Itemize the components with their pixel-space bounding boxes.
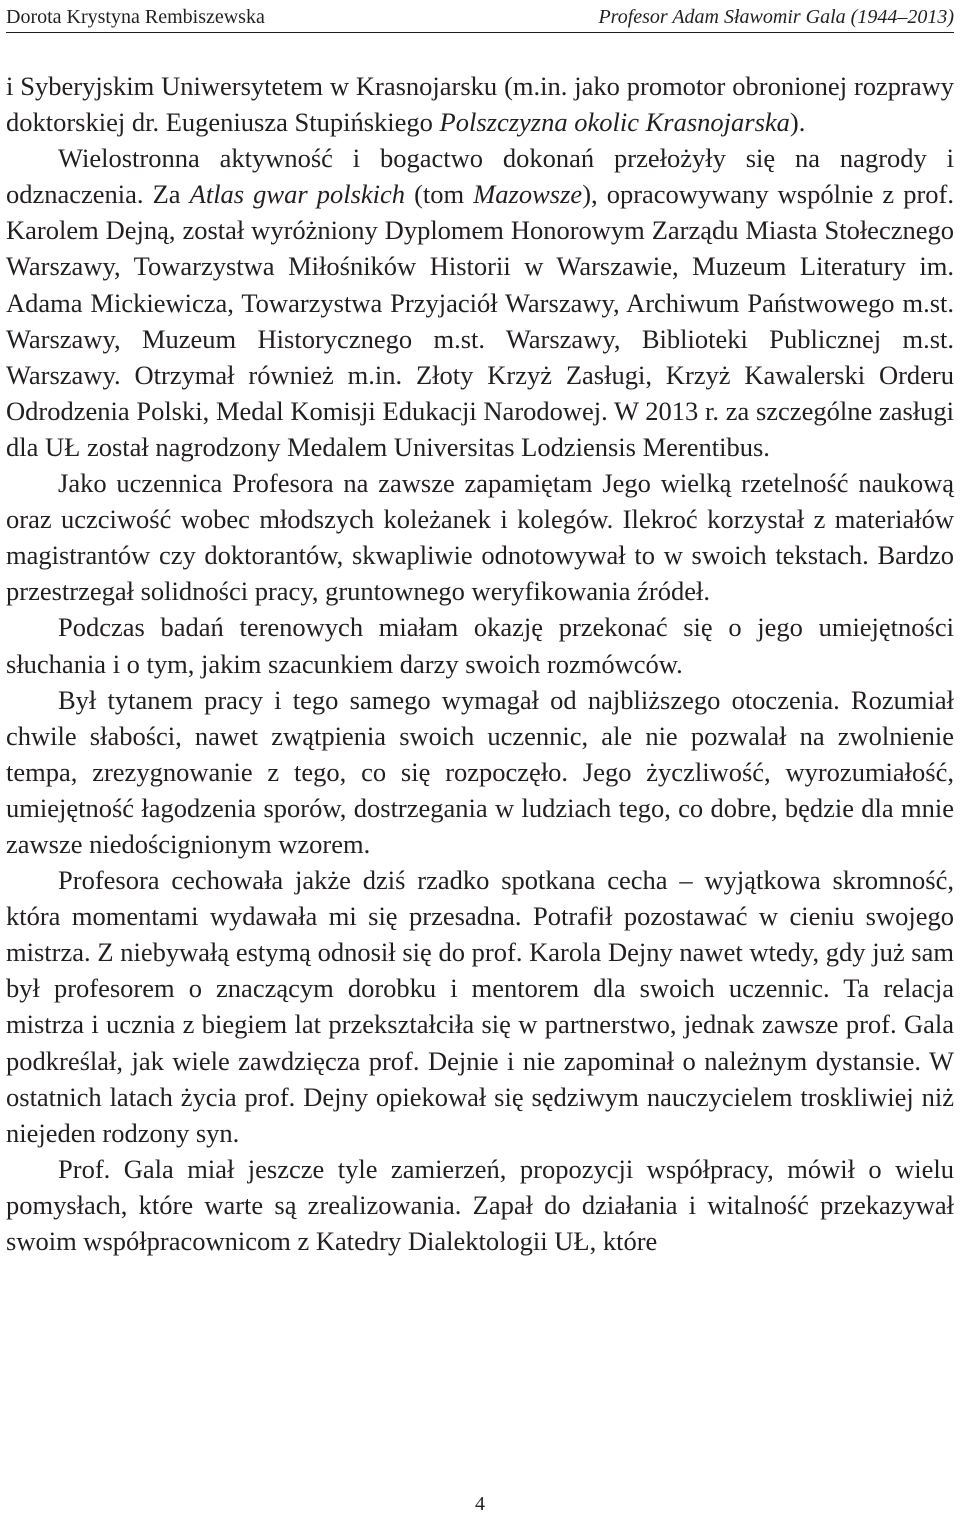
paragraph [6, 68, 954, 140]
paragraph [6, 1151, 954, 1259]
paragraph [6, 140, 954, 465]
italic-title: Polszczyzna okolic Krasnojarska [439, 107, 790, 138]
page-number: 4 [475, 1493, 485, 1515]
text-run: Jako uczennica Profesora na zawsze zapamiętam Jego wielką rzetelność naukową oraz uczciwość wobec młodszych koleżanek i kolegów. Ilekroć korzystał z materiałów magistrantów czy doktorantów, skwapliwie odnotowywał to w swoich tekstach. Bardzo przestrzegał solidności pracy, gruntownego weryfikowania źródeł. [6, 468, 954, 607]
text-run: (tom [405, 179, 474, 210]
italic-title: Atlas gwar polskich [189, 179, 406, 210]
text-run: i Syberyjskim Uniwersytetem w Krasnojarsku (m.in. jako promotor obronionej rozprawy doktorskiej dr. Eugeniusza Stupińskiego [6, 71, 954, 138]
header-article-title: Profesor Adam Sławomir Gala (1944–2013) [598, 6, 954, 28]
paragraph [6, 682, 954, 862]
text-run: Wielostronna aktywność i bogactwo dokonań przełożyły się na nagrody i odznaczenia. Za [6, 143, 954, 210]
text-run: Prof. Gala miał jeszcze tyle zamierzeń, propozycji współpracy, mówił o wielu pomysłach, które warte są zrealizowania. Zapał do działania i witalność przekazywał swoim współpracownicom z Katedry Dialektologii UŁ, które [6, 1153, 954, 1256]
header-author: Dorota Krystyna Rembiszewska [6, 6, 265, 28]
italic-title: Mazowsze [473, 179, 583, 210]
text-run: ), opracowywany wspólnie z prof. Karolem Dejną, został wyróżniony Dyplomem Honorowym Zarządu Miasta Stołecznego Warszawy, Towarzystwa Miłośników Historii w Warszawie, Muzeum Literatury im. Adama Mickiewicza, Towarzystwa Przyjaciół Warszawy, Archiwum Państwowego m.st. Warszawy, Muzeum Historycznego m.st. Warszawy, Biblioteki Publicznej m.st. Warszawy. Otrzymał również m.in. Złoty Krzyż Zasługi, Krzyż Kawalerski Orderu Odrodzenia Polski, Medal Komisji Edukacji Narodowej. W 2013 r. za szczególne zasługi dla UŁ został nagrodzony Medalem Universitas Lodziensis Merentibus. [6, 179, 954, 462]
running-header [6, 4, 954, 33]
paragraph [6, 609, 954, 681]
text-run: Profesora cechowała jakże dziś rzadko spotkana cecha – wyjątkowa skromność, która momentami wydawała mi się przesadna. Potrafił pozostawać w cieniu swojego mistrza. Z niebywałą estymą odnosił się do prof. Karola Dejny nawet wtedy, gdy już sam był profesorem o znaczącym dorobku i mentorem dla swoich uczennic. Ta relacja mistrza i ucznia z biegiem lat przekształciła się w partnerstwo, jednak zawsze prof. Gala podkreślał, jak wiele zawdzięcza prof. Dejnie i nie zapominał o należnym dystansie. W ostatnich latach życia prof. Dejny opiekował się sędziwym nauczycielem troskliwiej niż niejeden rodzony syn. [6, 865, 954, 1148]
text-run: Był tytanem pracy i tego samego wymagał od najbliższego otoczenia. Rozumiał chwile słabości, nawet zwątpienia swoich uczennic, ale nie pozwalał na zwolnienie tempa, zrezygnowanie z tego, co się rozpoczęło. Jego życzliwość, wyrozumiałość, umiejętność łagodzenia sporów, dostrzegania w ludziach tego, co dobre, będzie dla mnie zawsze niedoścignionym wzorem. [6, 684, 954, 859]
paragraph [6, 465, 954, 609]
text-run: ). [789, 107, 806, 138]
text-run: Podczas badań terenowych miałam okazję przekonać się o jego umiejętności słuchania i o tym, jakim szacunkiem darzy swoich rozmówców. [6, 612, 954, 679]
article-body [6, 68, 954, 1259]
paragraph [6, 862, 954, 1151]
